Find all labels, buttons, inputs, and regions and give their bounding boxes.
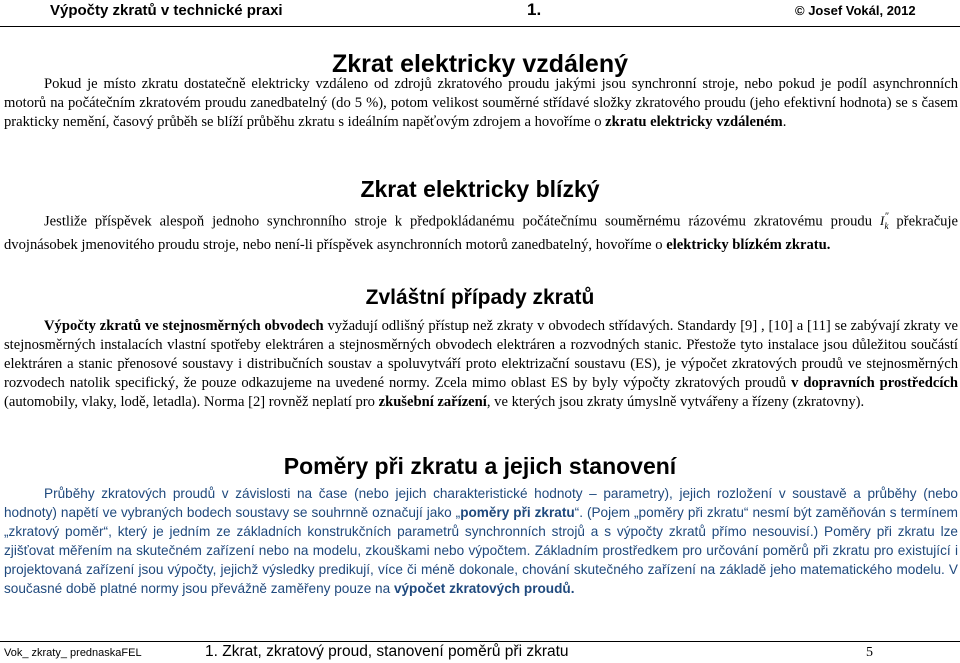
- paragraph-zkrat-blizky: [4, 208, 958, 255]
- footer-chapter-title: 1. Zkrat, zkratový proud, stanovení poměrů při zkratu: [205, 643, 569, 660]
- symbol-sub: k: [884, 220, 889, 231]
- term-doprava: v dopravních prostředcích: [791, 375, 958, 391]
- text-run: Jestliže příspěvek alespoň jednoho synchronního stroje k předpokládanému počátečnímu souměrnému rázovému zkratovému proudu: [44, 213, 880, 230]
- text-run: překračuje dvojnásobek jmenovitého proudu stroje, nebo není-li příspěvek asynchronních motorů zanedbatelný, hovoříme o: [4, 213, 959, 253]
- term-pomery-pri-zkratu: poměry při zkratu: [460, 505, 575, 520]
- term-zkrat-vzdaleny: zkratu elektricky vzdáleném: [605, 114, 783, 130]
- text-run: “. (Pojem „poměry při zkratu“ nesmí být zaměňován s termínem „zkratový poměr“, který je jedním ze základních konstrukčních parametrů synchronních strojů a s výpočty zkratů přímo nesouvisí.) Poměry při zkratu lze zjišťovat měřením na skutečném zařízení nebo na modelu, zkouškami nebo výpočtem. Základním prostředkem pro určování poměrů při zkratu pro existující i projektovaná zařízení jsou výpočty, jejichž výsledky predikují, více či méně dokonale, chování skutečného zařízení na základě jeho matematického modelu. V současné době platné normy jsou převážně zaměřeny pouze na: [4, 505, 958, 596]
- term-zkrat-blizky: elektricky blízkém zkratu.: [666, 236, 831, 253]
- footer-page-number: 5: [866, 645, 873, 660]
- header-rule: [0, 26, 960, 27]
- text-run: Pokud je místo zkratu dostatečně elektricky vzdáleno od zdrojů zkratového proudu jakými jsou synchronní stroje, nebo pokud je podíl asynchronních motorů na počátečním zkratovém proudu zanedbatelný (do 5 %), potom velikost souměrné střídavé složky zkratového proudu (jeho efektivní hodnota) se s časem prakticky nemění, časový průběh se blíží průběhu zkratu s ideálním napěťovým zdrojem a hovoříme o: [4, 76, 958, 130]
- header-copyright: © Josef Vokál, 2012: [795, 3, 916, 18]
- heading-zvlastni-pripady: Zvláštní případy zkratů: [365, 286, 595, 309]
- page-footer: [0, 643, 960, 663]
- symbol-main: I: [879, 213, 885, 229]
- header-chapter-number: 1.: [527, 0, 542, 19]
- term-vypocet-zkratovych-proudu: výpočet zkratových proudů.: [393, 581, 575, 596]
- heading-zkrat-vzdaleny: Zkrat elektricky vzdálený: [332, 50, 628, 78]
- paragraph-zkrat-vzdaleny: [4, 75, 958, 132]
- term-zkusebni-zarizeni: zkušební zařízení: [378, 394, 487, 410]
- heading-zkrat-blizky: Zkrat elektricky blízký: [360, 176, 600, 202]
- text-run: vyžadují odlišný přístup než zkraty v obvodech střídavých. Standardy [9] , [10] a [11] se zabývají zkraty ve stejnosměrných instalacích vlastní spotřeby elektráren a stejnosměrných obvodech elektráren a rozvodných stanic. Přestože tyto instalace jsou důležitou součástí elektráren a stanic přenosové soustavy i distribučních soustav a spoluvytváří proto elektrizační soustavu (ES), je výpočet zkratových proudů ve stejnosměrných rozvodech natolik specifický, že pouze odkazujeme na uvedené normy. Zcela mimo oblast ES by byly výpočty zkratových proudů: [4, 318, 958, 391]
- text-run: Průběhy zkratových proudů v závislosti na čase (nebo jejich charakteristické hodnoty – parametry), jejich rozložení v soustavě a průběhy (nebo hodnoty) napětí ve vybraných bodech soustavy se souhrnně označují jako „: [4, 486, 958, 520]
- paragraph-zvlastni-pripady: [4, 317, 958, 412]
- text-run: , ve kterých jsou zkraty úmyslně vytvářeny a řízeny (zkratovny).: [486, 394, 865, 410]
- paragraph-pomery: [4, 484, 958, 598]
- footer-filename: Vok_ zkraty_ prednaskaFEL: [4, 647, 142, 659]
- symbol-sup: ″: [884, 212, 889, 223]
- page-header: [0, 0, 960, 26]
- footer-rule: [0, 641, 960, 642]
- header-title: Výpočty zkratů v technické praxi: [50, 2, 283, 19]
- text-run: (automobily, vlaky, lodě, letadla). Norma [2] rovněž neplatí pro: [4, 394, 379, 410]
- term-ss-obvody: Výpočty zkratů ve stejnosměrných obvodech: [44, 318, 324, 334]
- heading-pomery: Poměry při zkratu a jejich stanovení: [283, 453, 677, 479]
- text-run: .: [782, 114, 787, 130]
